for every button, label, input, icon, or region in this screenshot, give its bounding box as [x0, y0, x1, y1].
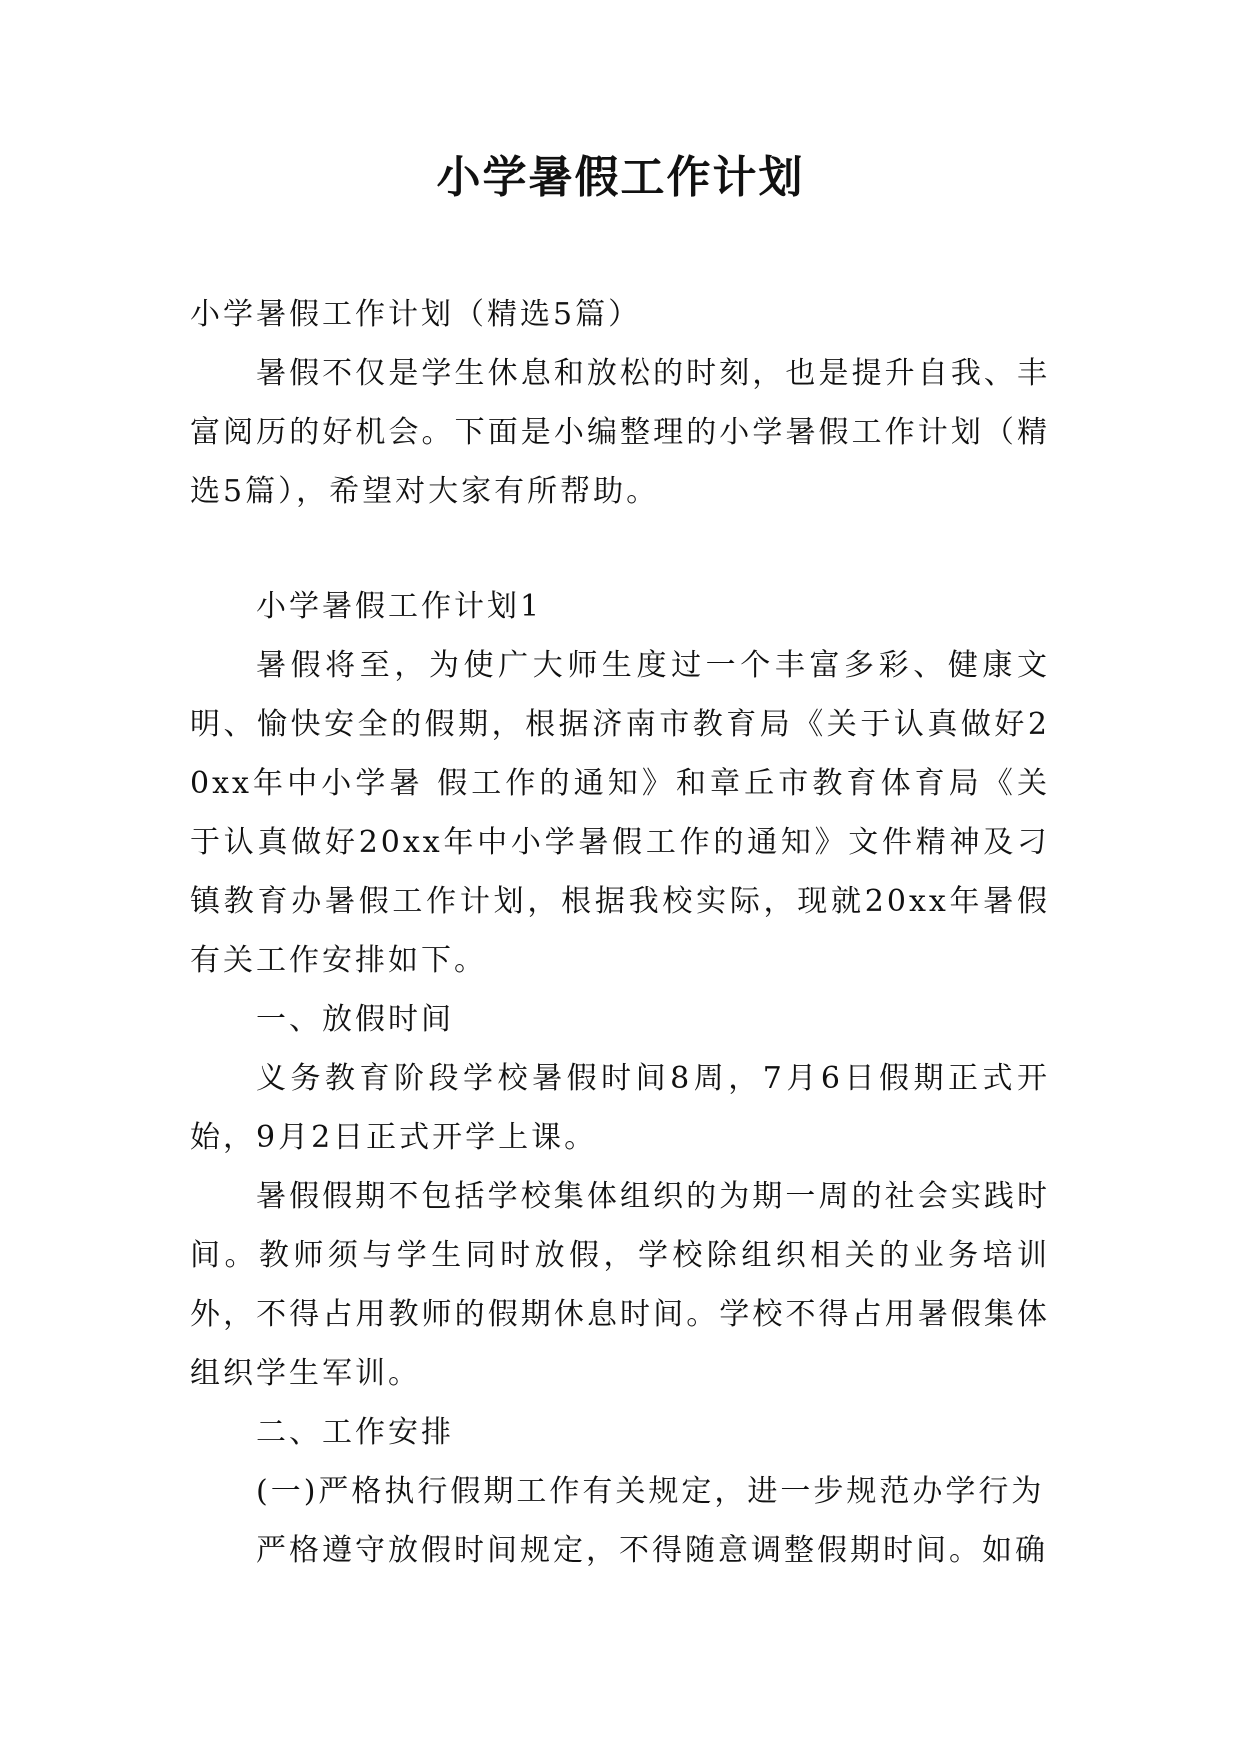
body-paragraph: 严格遵守放假时间规定，不得随意调整假期时间。如确 — [256, 1533, 1048, 1568]
document-body — [190, 285, 1050, 1580]
body-paragraph: (一)严格执行假期工作有关规定，进一步规范办学行为 — [256, 1474, 1045, 1509]
paragraph-spacer — [190, 521, 1050, 577]
section-heading: 小学暑假工作计划1 — [256, 589, 543, 624]
document-title: 小学暑假工作计划 — [436, 152, 805, 203]
body-paragraph: 暑假假期不包括学校集体组织的为期一周的社会实践时间。教师须与学生同时放假，学校除组织相关的业务培训外，不得占用教师的假期休息时间。学校不得占用暑假集体组织学生军训。 — [190, 1179, 1050, 1391]
body-paragraph: 义务教育阶段学校暑假时间8周，7月6日假期正式开始，9月2日正式开学上课。 — [190, 1061, 1050, 1155]
intro-paragraph: 暑假不仅是学生休息和放松的时刻，也是提升自我、丰富阅历的好机会。下面是小编整理的小学暑假工作计划（精选5篇），希望对大家有所帮助。 — [190, 356, 1050, 509]
subsection-heading: 二、工作安排 — [256, 1415, 454, 1450]
subsection-heading: 一、放假时间 — [256, 1002, 454, 1037]
subtitle-paragraph: 小学暑假工作计划（精选5篇） — [190, 297, 642, 332]
body-paragraph: 暑假将至，为使广大师生度过一个丰富多彩、健康文明、愉快安全的假期，根据济南市教育局《关于认真做好20xx年中小学暑 假工作的通知》和章丘市教育体育局《关于认真做好20xx年中小学暑假工作的通知》文件精神及刁镇教育办暑假工作计划，根据我校实际，现就20xx年暑假有关工作安排如下。 — [190, 648, 1050, 978]
